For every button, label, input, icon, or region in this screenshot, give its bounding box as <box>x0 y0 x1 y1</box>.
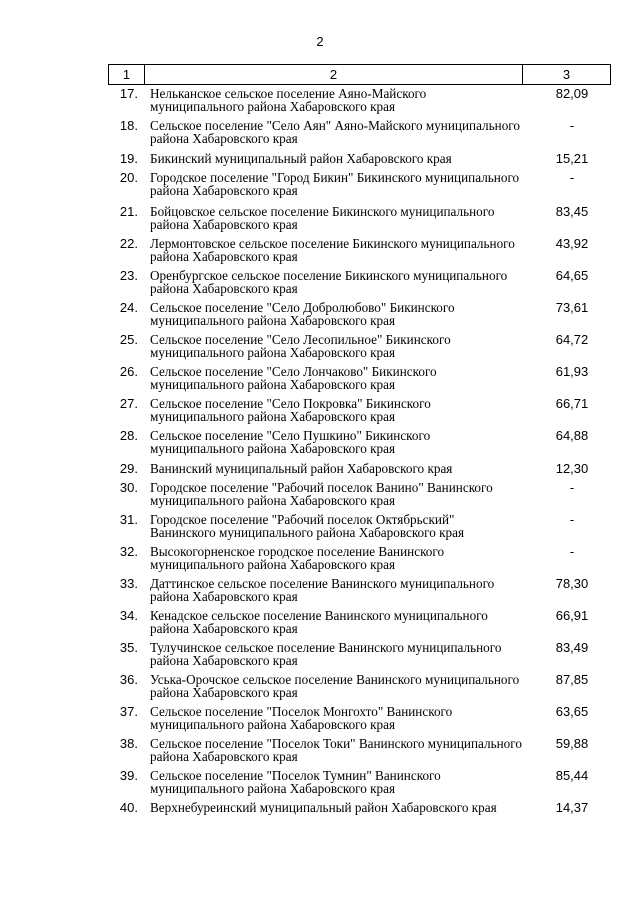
row-name: Сельское поселение "Поселок Монгохто" Ванинского муниципального района Хабаровского края <box>150 704 453 732</box>
page-number: 2 <box>316 34 324 49</box>
table-row <box>108 270 616 295</box>
row-name: Сельское поселение "Поселок Токи" Ванинского муниципального района Хабаровского края <box>150 736 522 764</box>
row-value: 85,44 <box>555 768 589 783</box>
row-number: 18. <box>119 118 138 133</box>
row-number: 23. <box>119 268 138 283</box>
row-name: Сельское поселение "Село Лончаково" Бикинского муниципального района Хабаровского края <box>150 364 437 392</box>
header-col-1: 1 <box>109 65 145 85</box>
table-row <box>108 463 616 476</box>
header-col-3: 3 <box>523 65 611 85</box>
row-number: 28. <box>119 428 138 443</box>
row-value: 82,09 <box>555 86 589 101</box>
row-name: Сельское поселение "Село Лесопильное" Бикинского муниципального района Хабаровского края <box>150 332 451 360</box>
row-number: 29. <box>119 461 138 476</box>
row-name: Сельское поселение "Село Аян" Аяно-Майского муниципального района Хабаровского края <box>150 118 520 146</box>
table-row <box>108 153 616 166</box>
row-value: 87,85 <box>555 672 589 687</box>
row-value: 64,65 <box>555 268 589 283</box>
row-value: - <box>569 512 575 527</box>
table-row <box>108 546 616 571</box>
row-name: Сельское поселение "Село Пушкино" Бикинского муниципального района Хабаровского края <box>150 428 431 456</box>
row-value: 83,45 <box>555 204 589 219</box>
row-name: Нельканское сельское поселение Аяно-Майского муниципального района Хабаровского края <box>150 86 427 114</box>
row-name: Сельское поселение "Поселок Тумнин" Ванинского муниципального района Хабаровского края <box>150 768 441 796</box>
row-number: 20. <box>119 170 138 185</box>
row-name: Уська-Орочское сельское поселение Ванинского муниципального района Хабаровского края <box>150 672 520 700</box>
row-name: Бойцовское сельское поселение Бикинского муниципального района Хабаровского края <box>150 204 495 232</box>
table-row <box>108 206 616 231</box>
row-number: 31. <box>119 512 138 527</box>
row-name: Лермонтовское сельское поселение Бикинского муниципального района Хабаровского края <box>150 236 515 264</box>
row-name: Даттинское сельское поселение Ванинского муниципального района Хабаровского края <box>150 576 495 604</box>
row-value: 61,93 <box>555 364 589 379</box>
row-name: Оренбургское сельское поселение Бикинского муниципального района Хабаровского края <box>150 268 508 296</box>
header-row <box>109 65 611 85</box>
table-row <box>108 642 616 667</box>
row-value: 59,88 <box>555 736 589 751</box>
row-name: Городское поселение "Город Бикин" Бикинского муниципального района Хабаровского края <box>150 170 520 198</box>
row-number: 37. <box>119 704 138 719</box>
row-value: 64,88 <box>555 428 589 443</box>
table-header <box>108 64 611 85</box>
row-name: Тулучинское сельское поселение Ванинского муниципального района Хабаровского края <box>150 640 502 668</box>
row-number: 35. <box>119 640 138 655</box>
row-value: 12,30 <box>555 461 589 476</box>
table-row <box>108 334 616 359</box>
row-number: 30. <box>119 480 138 495</box>
row-name: Сельское поселение "Село Добролюбово" Бикинского муниципального района Хабаровского края <box>150 300 455 328</box>
table-row <box>108 88 616 113</box>
row-value: 73,61 <box>555 300 589 315</box>
table-row <box>108 120 616 145</box>
row-value: 63,65 <box>555 704 589 719</box>
row-name: Городское поселение "Рабочий поселок Ванино" Ванинского муниципального района Хабаровского края <box>150 480 493 508</box>
table-row <box>108 802 616 815</box>
row-number: 17. <box>119 86 138 101</box>
row-name: Высокогорненское городское поселение Ванинского муниципального района Хабаровского края <box>150 544 445 572</box>
row-number: 21. <box>119 204 138 219</box>
row-name: Бикинский муниципальный район Хабаровского края <box>150 151 452 166</box>
row-value: 78,30 <box>555 576 589 591</box>
row-value: 43,92 <box>555 236 589 251</box>
row-number: 34. <box>119 608 138 623</box>
table-row <box>108 706 616 731</box>
row-number: 24. <box>119 300 138 315</box>
row-name: Кенадское сельское поселение Ванинского муниципального района Хабаровского края <box>150 608 488 636</box>
row-number: 26. <box>119 364 138 379</box>
table-row <box>108 738 616 763</box>
row-value: - <box>569 544 575 559</box>
table-row <box>108 770 616 795</box>
row-number: 19. <box>119 151 138 166</box>
row-value: 66,91 <box>555 608 589 623</box>
row-name: Сельское поселение "Село Покровка" Бикинского муниципального района Хабаровского края <box>150 396 431 424</box>
row-number: 39. <box>119 768 138 783</box>
table-row <box>108 482 616 507</box>
row-name: Верхнебуреинский муниципальный район Хабаровского края <box>150 800 497 815</box>
row-value: 15,21 <box>555 151 589 166</box>
table-row <box>108 302 616 327</box>
table-row <box>108 238 616 263</box>
table-row <box>108 578 616 603</box>
row-number: 40. <box>119 800 138 815</box>
row-value: - <box>569 170 575 185</box>
row-value: 64,72 <box>555 332 589 347</box>
row-value: - <box>569 118 575 133</box>
row-number: 25. <box>119 332 138 347</box>
table-row <box>108 172 616 197</box>
row-number: 33. <box>119 576 138 591</box>
table-row <box>108 366 616 391</box>
row-number: 36. <box>119 672 138 687</box>
table-row <box>108 398 616 423</box>
row-value: 66,71 <box>555 396 589 411</box>
row-name: Городское поселение "Рабочий поселок Октябрьский" Ванинского муниципального района Хабаровского края <box>150 512 465 540</box>
table-row <box>108 430 616 455</box>
row-number: 27. <box>119 396 138 411</box>
row-number: 38. <box>119 736 138 751</box>
row-value: 83,49 <box>555 640 589 655</box>
row-value: 14,37 <box>555 800 589 815</box>
table-row <box>108 674 616 699</box>
table-row <box>108 514 616 539</box>
table-row <box>108 610 616 635</box>
row-number: 22. <box>119 236 138 251</box>
row-value: - <box>569 480 575 495</box>
row-number: 32. <box>119 544 138 559</box>
header-col-2: 2 <box>145 65 523 85</box>
row-name: Ванинский муниципальный район Хабаровского края <box>150 461 453 476</box>
